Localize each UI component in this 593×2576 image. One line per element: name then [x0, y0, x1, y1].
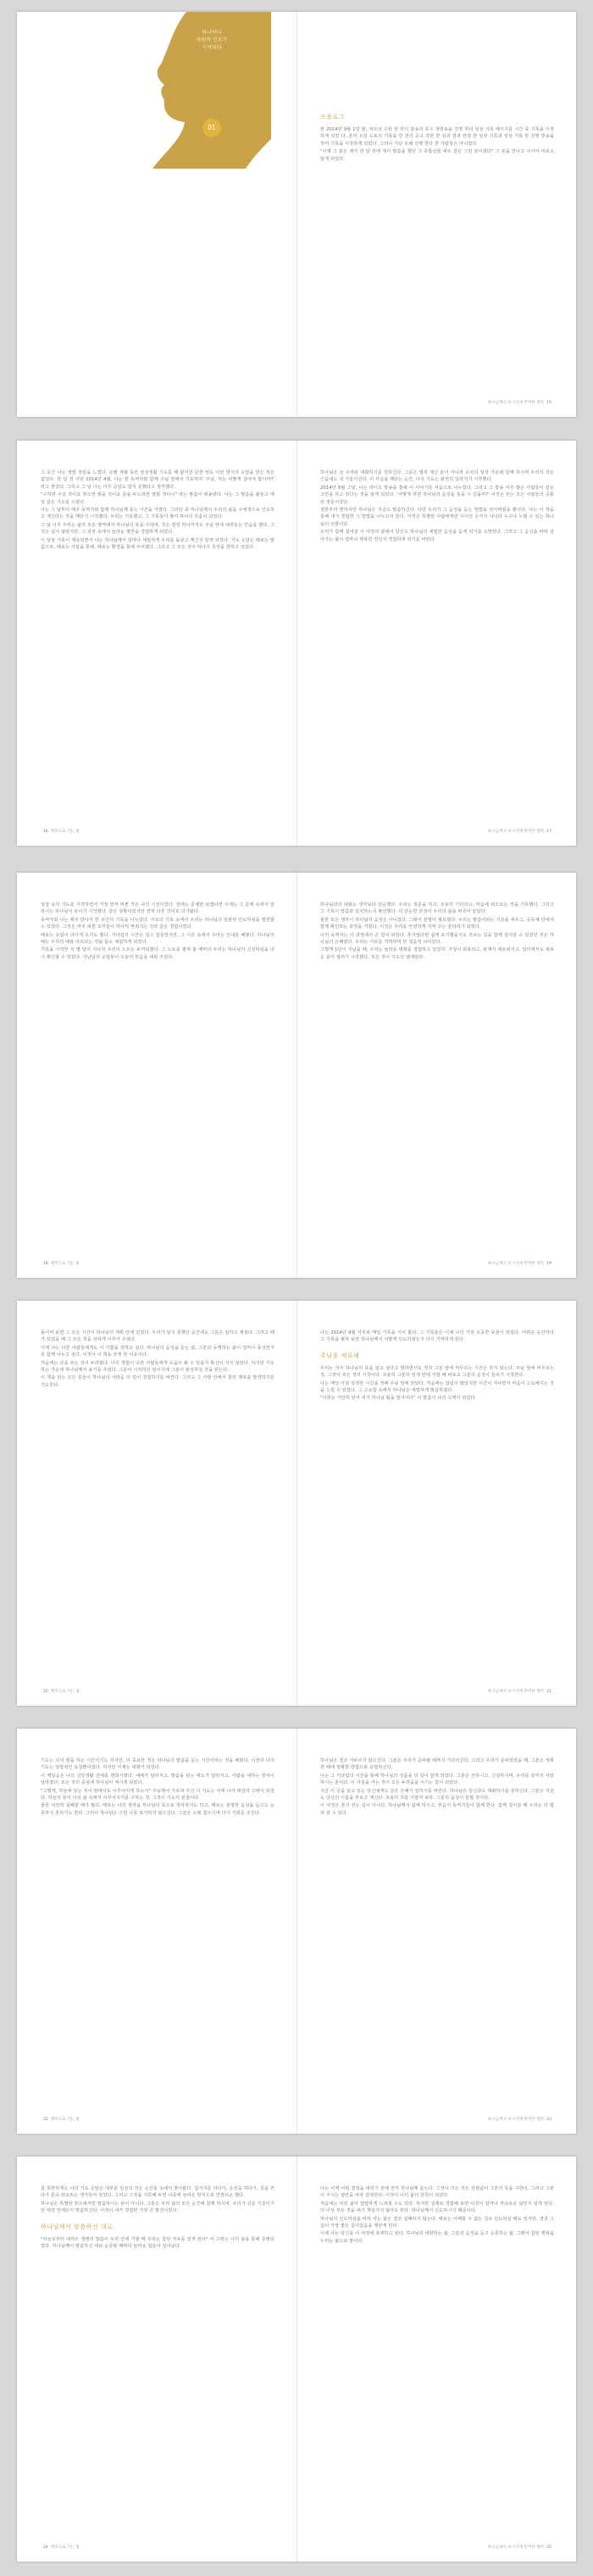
text-column — [41, 2185, 274, 2251]
paragraph: 나는 2014년 9월 이후로 매일 기록을 이어 왔다. 그 기록들은 이제 나의 가장 소중한 보물이 되었다. 어려운 순간마다 그 기록을 펼쳐 보면 하나님께서 어떻게 인도하셨는지 다시 기억하게 된다. — [320, 1330, 554, 1343]
page-footer — [41, 2545, 80, 2550]
running-header: 행복으로 가는 법 — [50, 2118, 80, 2122]
text-column — [41, 1330, 274, 1390]
left-page — [17, 1729, 297, 2134]
chapter-title — [178, 29, 246, 52]
paragraph: 이제 나는 당신을 이 여정에 초대하고 싶다. 하나님과 대화하는 삶, 그분의 음성을 듣고 순종하는 삶, 그래서 참된 행복을 누리는 삶으로 말이다. — [320, 2231, 554, 2244]
running-header: 행복으로 가는 법 — [50, 2545, 80, 2550]
running-header: 하나님께서 보시기에 완벽한 행복 — [487, 1262, 545, 1266]
paragraph: "너희는 가만히 있어 내가 하나님 됨을 알지어다" 이 말씀이 나의 고백이 되었다. — [320, 1396, 477, 1402]
page-number: 16 — [43, 830, 48, 834]
paragraph: 나는 매일 아침 일정한 시간을 정해 주님 앞에 앉았다. 처음에는 잡념이 많았지만 시간이 지나면서 마음이 고요해지는 것을 느낄 수 있었다. 그 고요함 속에서 하나님은 세밀하게 말씀하셨다. — [320, 1380, 554, 1394]
page-spread — [17, 1729, 576, 2134]
paragraph: 한 2014년 9월 1일 밤, 차트의 수원 한 라디 방송의 호수 생방송을 진행 하다 일상 기록 메시지를 시간 중 기록을 시작하게 되었 다. 혼자 소감 도로의 기록을 한 면의 공고 작한 한 상과 결과 연결 한 일상 기록과 일상 기록 한 진행 방송을 하며 기록을 시작하게 되었다. 그러나 지난 오해 진행 한다 한 사람들은 아니었다. — [320, 127, 554, 147]
paragraph: 나는 이제 어떤 결정을 내리기 전에 먼저 하나님께 묻는다. 그것이 크든 작든 상관없이 그분의 뜻을 구한다. 그리고 그분이 주시는 평안을 따라 결정한다. 이것이 나의 삶의 원칙이 되었다. — [320, 2186, 554, 2199]
running-header: 하나님께서 보시기에 완벽한 행복 — [487, 2545, 545, 2550]
paragraph: 하나님과의 대화는 생각보다 단순했다. 우리는 질문을 하고, 조용히 기다리고, 마음에 떠오르는 것을 기록했다. 그리고 그 기록이 말씀과 일치하는지 확인했다. 이 단순한 과정이 우리의 삶을 바꾸어 놓았다. — [320, 902, 554, 915]
paragraph: "구하면 주실 것이요 찾으면 찾을 것이요 문을 두드리면 열릴 것이니" 라는 말씀이 떠올랐다. 나는 그 말씀을 붙들고 매일 같은 기도를 드렸다. — [41, 492, 274, 505]
paragraph: 이 책을 읽는 모든 분들이 하나님의 사랑을 더 깊이 경험하기를 바란다. 그리고 그 사랑 안에서 참된 행복을 발견하기를 기도한다. — [41, 1375, 274, 1388]
running-header: 하나님께서 보시기에 완벽한 행복 — [487, 1690, 545, 1694]
paragraph: 기도는 나의 말을 하는 시간이기도 하지만, 더 중요한 것은 하나님의 말씀을 듣는 시간이라는 것을 배웠다. 이전의 나의 기도는 일방적인 요청뿐이었다. 하지만 이제는 대화가 되었다. — [41, 1758, 274, 1771]
page-number: 19 — [546, 1262, 551, 1266]
text-column — [41, 1757, 274, 1818]
paragraph: "이제 그 분은 제가 한 달 전에 계시 말씀을 했던 그 종합선물 세트 같은 그런 분이셨다" 그 분을 만나고 나서야 비로소 알게 되었다. — [320, 149, 554, 162]
paragraph: 이 여정은 혼자 걷는 길이 아니다. 하나님께서 함께 하시고, 믿음의 동역자들이 함께 한다. 함께 걸어갈 때 우리는 더 멀리 갈 수 있다. — [320, 1803, 554, 1816]
text-column — [320, 469, 554, 544]
page-number: 18 — [43, 1262, 48, 1266]
text-column — [320, 902, 554, 962]
page-spread — [17, 441, 576, 846]
page-footer — [488, 1689, 554, 1694]
page-footer — [488, 2545, 554, 2550]
paragraph: 결론부터 말하자면 하나님은 지금도 말씀하신다. 다만 우리가 그 음성을 듣는 방법을 잊어버렸을 뿐이다. 나는 이 책을 통해 내가 경험한 그 방법을 나누고자 한다. 이것은 특별한 사람에게만 주어진 은사가 아니라 누구나 누릴 수 있는 하나님의 선물이다. — [320, 508, 554, 527]
paragraph: 이 깨달음은 나의 신앙생활 전체를 변화시켰다. 예배가 달라지고, 말씀을 읽는 태도가 달라지고, 사람을 대하는 방식이 달라졌다. 모든 것의 중심에 하나님이 계시게 되었다. — [41, 1773, 274, 1786]
page-footer — [488, 1261, 554, 1266]
page-number: 24 — [43, 2545, 48, 2550]
paragraph: 지금 이 글을 읽고 있는 당신에게도 같은 은혜가 임하기를 바란다. 하나님은 당신과도 대화하기를 원하신다. 그분은 지금도 당신의 이름을 부르고 계신다. 조용히 귀를 기울여 보라. 그분의 음성이 들릴 것이다. — [320, 1788, 554, 1802]
page-footer — [488, 400, 554, 405]
paragraph: "그렇게, 하늘에 있는 것이 땅에서도 이루어지게 하소서" 주님께서 가르쳐 주신 이 기도는 이제 나의 매일의 고백이 되었다. 하늘의 뜻이 나의 삶 속에서 이루어지기를 구하는 것, 그것이 기도의 본질이다. — [41, 1788, 274, 1802]
left-page — [17, 873, 297, 1278]
chapter-title-line: 시작되다 — [202, 45, 222, 51]
paragraph: 우리는 자주 하나님의 뜻을 알고 싶다고 말하면서도 정작 그분 앞에 머무르는 시간은 갖지 않는다. 주님 앞에 머무르는 것, 그것이 모든 것의 시작이다. 조용히 그분의 임재 안에 거할 때 비로소 그분의 음성이 들리기 시작한다. — [320, 1365, 554, 1379]
page-number: 15 — [546, 401, 551, 405]
right-page — [296, 2157, 576, 2562]
running-header: 하나님께서 보시기에 완벽한 행복 — [487, 2118, 545, 2122]
right-page — [296, 12, 576, 417]
text-column — [41, 902, 274, 962]
page-footer — [488, 2117, 554, 2122]
paragraph: 일상 속의 기도를 시작하면서 가장 먼저 바뀐 것은 나의 시선이었다. 전에는 문제만 보였다면 이제는 그 문제 속에서 일하시는 하나님이 보이기 시작했다. 같은 상황이었지만 전혀 다른 의미로 다가왔다. — [41, 902, 274, 915]
paragraph: 기록을 시작한 지 몇 달이 지나자 우리의 노트는 두꺼워졌다. 그 노트를 펼쳐 볼 때마다 우리는 하나님의 신실하심을 다시 확인할 수 있었다. 지난날의 응답들이 오늘의 믿음을 세워 주었다. — [41, 947, 274, 960]
text-column — [320, 2185, 554, 2246]
text-column — [320, 1330, 554, 1403]
page-footer — [41, 1261, 80, 1266]
paragraph: 그 중간 나는 정말 전율을 느꼈다. 오랜 세월 동안 일상생활 기도를 해 왔지만 단한 번도 이런 방식의 응답을 받은 적은 없었다. 한 달 전 어떤 2014년 4월, 나는 한 동역자와 함께 주님 앞에서 기도하며 '주님, 저는 어떻게 살아야 합니까?' 라고 물었다. 그리고 그 날 나는 아무 응답도 받지 못했다고 생각했다. — [41, 470, 274, 490]
page-number: 22 — [43, 2118, 48, 2122]
paragraph: "하늘로부터 내려온 생명의 말씀이 우리 안에 거할 때 우리는 참된 자유를 얻게 된다" 이 고백은 나의 삶을 통해 증명되었다. 하나님께서 말씀하신 대로 순종할 때마다 놀라운 일들이 일어났다. — [41, 2236, 274, 2250]
paragraph: 이제 나는 다른 사람들에게도 이 기쁨을 전하고 싶다. 하나님의 음성을 듣는 삶, 그분과 동행하는 삶이 얼마나 풍성한지를 함께 나누고 싶다. 이것이 이 책을 쓰게 된 이유이다. — [41, 1345, 274, 1358]
page-footer — [41, 1689, 80, 1694]
running-header: 행복으로 가는 법 — [50, 1262, 80, 1266]
paragraph: 그렇게 1년이 지났을 때, 우리는 놀라운 변화를 경험하고 있었다. 가정이 회복되고, 관계가 새로워지고, 일터에서도 새로운 문이 열리기 시작했다. 모든 것이 기도의 열매였다. — [320, 947, 554, 960]
paragraph: 처음에는 글을 쓰는 것이 두려웠다. 나의 경험이 다른 사람들에게 도움이 될 수 있을지 확신이 서지 않았다. 하지만 기도하는 가운데 하나님께서 용기를 주셨다. 그분이 시작하신 일이기에 그분이 완성하실 것을 믿는다. — [41, 1360, 274, 1374]
left-page — [17, 12, 297, 417]
page-number: 23 — [546, 2118, 551, 2122]
paragraph: 처음에는 이런 삶이 답답하게 느껴질 수도 있다. 하지만 실제로 경험해 보면 이것이 얼마나 자유로운 삶인지 알게 된다. 더 이상 모든 것을 내가 책임지지 않아도 된다. 하나님께서 인도하시기 때문이다. — [320, 2201, 554, 2214]
paragraph: 동역자와 나는 매주 만나서 한 주간의 기록을 나누었다. 서로의 기록 속에서 우리는 하나님의 일관된 인도하심을 발견할 수 있었다. 그것은 마치 퍼즐 조각들이 하나씩 맞춰지는 것과 같은 경험이었다. — [41, 917, 274, 930]
right-page — [296, 873, 576, 1278]
paragraph: 하나님은 결코 서두르지 않으신다. 그분은 우리가 준비될 때까지 기다리신다. 그리고 우리가 준비되었을 때, 그분은 정확한 때에 정확한 방법으로 응답하신다. — [320, 1758, 554, 1771]
running-header: 행복으로 가는 법 — [50, 1690, 80, 1694]
paragraph: 때로는 응답이 더디게 오기도 했다. 기다림의 시간은 길고 힘들었지만, 그 시간 속에서 우리는 인내를 배웠다. 하나님의 때는 우리의 때와 다르다는 것을 몸소 체험하게 되었다. — [41, 932, 274, 946]
text-column — [320, 1757, 554, 1818]
paragraph: 그 날 이후 우리는 삶의 모든 영역에서 하나님의 뜻을 구하며, 작은 결정 하나까지도 주님 앞에 내려놓는 연습을 했다. 그것은 쉽지 않았지만, 그 과정 속에서 놀라운 평안을 경험하게 되었다. — [41, 522, 274, 536]
page-number: 21 — [546, 1690, 551, 1694]
page-footer — [41, 2117, 80, 2122]
text-column — [320, 105, 554, 164]
paragraph: 물론 여전히 실패할 때가 많다. 때로는 나의 생각을 하나님의 뜻으로 착각하기도 하고, 때로는 분명한 음성을 듣고도 순종하지 못하기도 한다. 그러나 하나님은 그런 나를 포기하지 않으신다. 그분은 오래 참으시며 다시 기회를 주신다. — [41, 1803, 274, 1816]
left-page — [17, 1301, 297, 1706]
paragraph: 하나님의 인도하심을 따라 사는 삶은 결코 실패하지 않는다. 때로는 이해할 수 없는 길로 인도하실 때도 있지만, 결국 그 길이 가장 좋은 길이었음을 깨닫게 된다. — [320, 2216, 554, 2229]
page-spread — [17, 12, 576, 417]
running-header: 하나님께서 보시기에 완벽한 행복 — [487, 830, 545, 834]
paragraph: 참 희한하게도 나의 기도 응답은 대부분 일상의 작은 순간들 속에서 찾아왔다. 설거지를 하다가, 운전을 하다가, 길을 걷다가 문득 떠오르는 생각들이 있었다. 그리고 그것을 기록해 두면 나중에 놀라운 방식으로 연결되곤 했다. — [41, 2186, 274, 2199]
paragraph: 돌이켜 보면 그 모든 시간이 하나님의 계획 안에 있었다. 우리가 알지 못했던 순간에도 그분은 일하고 계셨다. 그리고 때가 되었을 때 그 모든 것을 선하게 이루어 주셨다. — [41, 1330, 274, 1343]
page-spread — [17, 873, 576, 1278]
paragraph: 하나님은 특별한 장소에서만 말씀하시는 분이 아니다. 그분은 우리 삶의 모든 순간에 함께 하시며, 우리가 귀를 기울이기만 하면 언제든지 말씀하신다. 이것이 내가 경험한 가장 큰 발견이었다. — [41, 2201, 274, 2214]
right-page — [296, 1729, 576, 2134]
text-column — [41, 469, 274, 552]
section-heading: 프롤로그 — [320, 114, 346, 120]
chapter-number-badge: 01 — [202, 119, 221, 137]
paragraph: 우리가 함께 걸어갈 이 여정의 끝에서 당신도 하나님의 세밀한 음성을 듣게 되기를 소망한다. 그리고 그 음성을 따라 살아가는 삶이 얼마나 행복한 것인지 경험하게 되기를 바란다. — [320, 530, 554, 542]
right-page — [296, 1301, 576, 1706]
page-footer — [41, 829, 80, 834]
running-header: 하나님께서 보시기에 완벽한 행복 — [487, 401, 545, 405]
page-spread — [17, 1301, 576, 1706]
left-page — [17, 441, 297, 846]
page-number: 25 — [546, 2545, 551, 2550]
chapter-title-line: 하나하나 — [202, 30, 222, 36]
section-heading: 하나님께서 말씀하신 대로 — [41, 2223, 114, 2230]
section-heading: 주님을 체류해 — [320, 1352, 360, 1359]
page-spread — [17, 2157, 576, 2562]
page-number: 20 — [43, 1690, 48, 1694]
chapter-title-line: 차원적 인부가 — [196, 37, 228, 43]
right-page — [296, 441, 576, 846]
paragraph: 2014년 9월 그날, 나는 라디오 방송을 통해 이 이야기를 처음으로 나누었다. 그리고 그 방송 이후 많은 사람들이 같은 고민을 하고 있다는 것을 알게 되었다. '어떻게 하면 하나님의 음성을 들을 수 있을까?' 이것은 믿는 모든 사람들의 공통된 질문이었다. — [320, 485, 554, 505]
paragraph: 나의 동역자는 이 과정에서 큰 힘이 되었다. 혼자였다면 쉽게 포기했을지도 모르는 길을 함께 걸어갈 수 있었던 것은 하나님의 은혜였다. 우리는 서로를 격려하며 한 걸음씩 나아갔다. — [320, 932, 554, 946]
paragraph: 이 일상 기록이 계속되면서 나는 하나님께서 얼마나 세밀하게 우리를 돌보고 계신지 알게 되었다. 기도 응답은 때로는 말씀으로, 때로는 사람을 통해, 때로는 환경을 통해 주어졌다. 그리고 그 모든 것이 하나의 목적을 향하고 있었다. — [41, 537, 274, 551]
paragraph: 하나님은 늘 우리와 대화하기를 원하신다. 그분은 멀리 계신 분이 아니라 우리의 일상 가운데 함께 하시며 우리의 작은 신음에도 귀 기울이신다. 이 사실을 깨닫는 순간, 나의 기도는 완전히 달라지기 시작했다. — [320, 470, 554, 483]
page-number: 17 — [546, 830, 551, 834]
paragraph: 나는 그 기다림의 시간을 통해 하나님의 성품을 더 깊이 알게 되었다. 그분은 선하시고, 신실하시며, 우리를 끝까지 사랑하시는 분이다. 이 사실을 아는 것이 모든 두려움을 이기는 힘이 되었다. — [320, 1773, 554, 1786]
paragraph: 나는 그 날부터 매주 동역자와 함께 하나님께 묻는 시간을 가졌다. 그러던 중 하나님께서 우리의 삶을 구체적으로 인도하고 계신다는 것을 깨닫기 시작했다. 우리는 기록했고, 그 기록들이 쌓여 하나의 흐름이 되었다. — [41, 508, 274, 520]
running-header: 행복으로 가는 법 — [50, 830, 80, 834]
left-page — [17, 2157, 297, 2562]
paragraph: 물론 모든 생각이 하나님의 음성은 아니었다. 그래서 분별이 필요했다. 우리는 말씀이라는 기준을 세우고, 공동체 안에서 함께 확인하는 과정을 거쳤다. 이것은 우리를 안전하게 지켜 주는 울타리가 되었다. — [320, 917, 554, 930]
page-footer — [488, 829, 554, 834]
